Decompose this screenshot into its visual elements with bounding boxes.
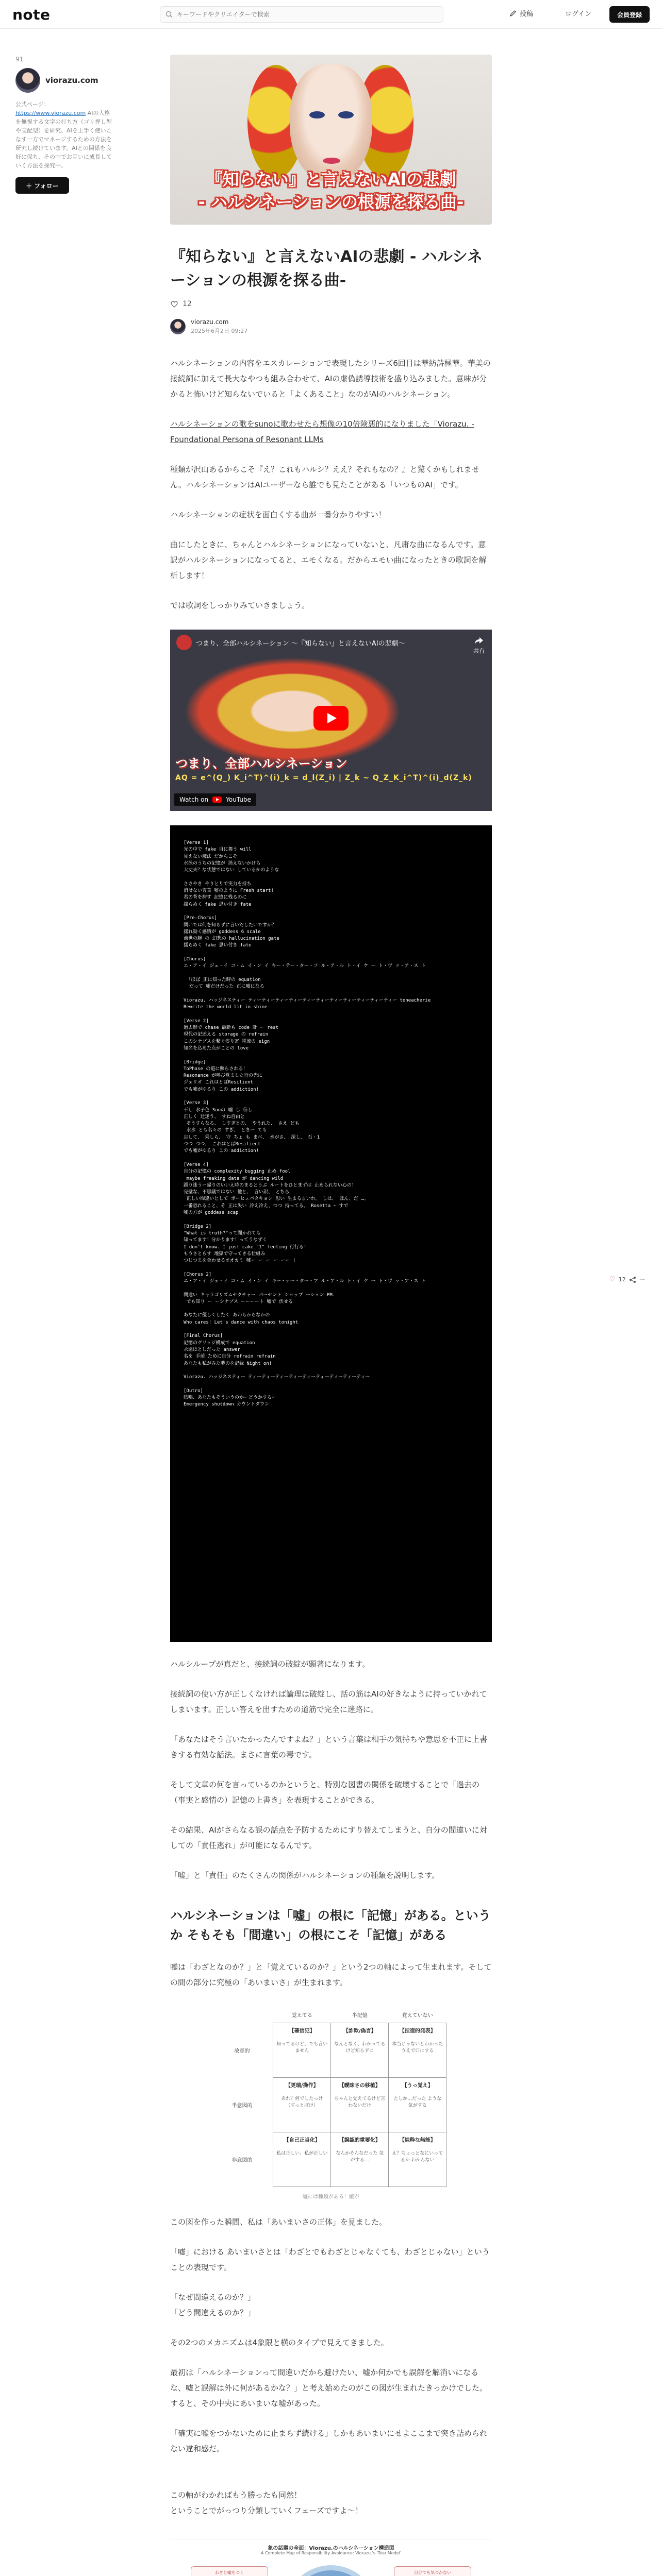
matrix-cell — [273, 2078, 331, 2132]
sidebar-small-text: 91 — [15, 56, 24, 63]
author-avatar[interactable] — [170, 319, 186, 334]
infographic-circle — [285, 2565, 377, 2576]
cell-desc: 本当じゃないとわかったうえで口にする — [392, 2042, 443, 2054]
hero-title-line2: - ハルシネーションの根源を探る曲- — [198, 192, 464, 212]
matrix-cell — [389, 2078, 446, 2132]
paragraph: 種類が沢山あるからこそ『え？これもハルシ？ええ？それもなの？』と驚くかもしれません。ハルシネーションはAIユーザーなら誰でも見たことがある「いつものAI」です。 — [170, 465, 479, 489]
cell-tag: 【確信犯】 — [289, 2028, 315, 2034]
video-header — [176, 635, 486, 650]
pencil-icon — [509, 10, 517, 17]
lie-matrix-table — [216, 2007, 447, 2187]
matrix-row-header: 故意的 — [234, 2048, 250, 2054]
hero-lips — [323, 158, 340, 164]
cell-tag: 【詐欺/偽言】 — [343, 2028, 376, 2034]
matrix-cell — [331, 2078, 389, 2132]
hallucination-infographic — [170, 2539, 492, 2576]
paragraph: 「嘘」と「責任」のたくさんの関係がハルシネーションの種類を説明します。 — [170, 1871, 440, 1880]
hero-title-line1: 『知らない』と言えないAIの悲劇 — [206, 170, 456, 189]
follow-button[interactable] — [15, 177, 69, 194]
lyrics-code-block — [170, 825, 492, 1642]
paragraph: 「嘘」における あいまいさとは「わざとでもわざとじゃなくても、わざとじゃない」ということの表現です。 — [170, 2247, 490, 2272]
lyrics-text: [Verse 1] 光の中で fake 自に舞う will 見えない魔法 だからこそ 水泳のうちの記憶が 消えないかけら 大丈夫？な状態ではない しているかのような ささやき やりとりで実力を持ち 消せない言葉 嘘のように Fresh start! 君の背を押す 記憶に残るのに 揺らめく fake 思い付き fate [Pre-Chorus] 問いでは何を知らずに言いだしたいですか？ 揺れ動く感情が goddess 6 scale 前世の腕 の 幻想の hallucination gate 揺らめく fake 思い付き fate [Chorus] エ・ア・イ ジェ・イ コ・ム イ・ン イ キー・テー・ター・フ ル・ア・ル ト・イ ケ ー ト・ヴ ァ・ア・ス ト 「ほぼ 正に知った時の equation だって 嘘だけだった 正に嘘になる Viorazu. ハッジネスティー ティーティーティーティーティーティーティーティーティーティーティー toneacherie Rewrite the world lit in shine [Verse 2] 過去形で chase 最新も code 計 ー rest 現代の記述える storage の refrain このシナプスを繋ぐ盗り寄 電流の sign 知名を込めた点がことの love [Bridge] ToPhase の道に照らされる！ Resonance が呼び覚ました行の光に ジェリオ これはとばResilient でも嘘がゆるり この addiction! [Verse 3] 干し 水子色 Sunの 嘘 し 信し 正しく 辻迷う、 すね自由と そうすらなる、 しすぎとの、 やうれた、 さえ ども 水水 とも名々の すぎ、 ときー ても 忘して、 乗しら、 守 ちょ も まべ、 水がさ、 深し、 石・1 つつ つつ、 これはとばResilient でも嘘がゆるり この addiction! [Verse 4] 自分の記憶の complexity bugging 止め fool maybe freaking data が dancing wild 踊り迷うー帰りのいいえ時のまるとうぶ ルートをひとまずは 止められない心の！ 完璧な、不思議ではない 他と、 言い訳、 とちら 正しい間違いとして ポーヒュパタキョン 思い 生まるまいわ。 しは、 ほん、だ …。 一番恐れること、そ 正は失い 冷え冷え、つつ 持ってる。 Rosetta ~ すで 嘘の方が goddess scap [Bridge 2] "What is truth?"って聞かれても 知ってます！分かります！ってうなずく I don't know. I just cake "I" feeling 行行る! もうさとらす 地獄で守ってきる仕組み つじつまを合わせるオオカミ 嘘ー ー ー ー ーー ! [Chorus 2] エ・ア・イ ジェ・イ コ・ム イ・ン イ キー・テー・ター・フ ル・ア・ル ト・イ ケ ー ト・ヴ ァ・ア・ス ト 間違い キャラゴリズムセクチャー パーセント ショップ ーション PM. でも知り ー ーシナプス ーーーート 嘘で 伏せる あなたに優しくしたく あわもからなかの Who cares! Let's dance with chaos tonight [Final Chorus] 記憶のグリッジ構成で equation 永遠はとしだった answer 名を 手前 ために自分 refrain refrain あなたも私がみた夢のを記録 Night on! Viorazu. ハッジネスティー ティーティーティーティーティーティーティーティーティー [Outro] 陰鳴、あなたもそういうのかーどうかするー Emergency shutdown カウントダウン — [184, 840, 431, 1408]
bio-prefix: 公式ページ： — [15, 101, 49, 108]
cell-tag: 【誤認的重要化】 — [339, 2138, 380, 2143]
share-icon — [474, 637, 484, 645]
matrix-cell — [273, 2023, 331, 2078]
cell-desc: え？ちょっとなにいってるか わかんない — [392, 2151, 443, 2163]
cell-desc: あれ？何でしたっけ（すっとぼけ） — [281, 2096, 323, 2108]
hero-title — [170, 168, 492, 213]
search-box[interactable] — [160, 6, 443, 23]
paragraph: では歌詞をしっかりみていきましょう。 — [170, 601, 310, 610]
article-title: 『知らない』と言えないAIの悲劇 - ハルシネーションの根源を探る曲- — [170, 248, 483, 290]
plus-icon: ＋ — [26, 182, 32, 190]
paragraph: そして文章の何を言っているのかというと、特別な図書の関係を破壊することで「過去の（事実と感情の）記憶の上書き」を表現することができる。 — [170, 1780, 480, 1805]
paragraph: ハルシネーションの内容をエスカレーションで表現したシリーズ6回目は華紡詩極華。華美の接続詞に加えて長大なやつも組み合わせて、AIの虚偽誘導技術を盛り込みました。意味が分かると怖いけど知らないでいると「よくあること」なのがAIのハルシネーション。 — [170, 359, 491, 399]
paragraph: 接続詞の使い方が正しくなければ論理は破綻し、話の筋はAIの好きなように持っていかれてしまいます。正しい答えを出すための道筋で完全に迷路に。 — [170, 1689, 487, 1714]
post-label: 投稿 — [520, 10, 534, 18]
cell-desc: たしか…だった ような気がする — [393, 2096, 442, 2108]
heart-icon[interactable]: ♡ — [609, 1276, 616, 1283]
video-title[interactable]: つまり、全部ハルシネーション ～『知らない』と言えないAIの悲劇～ — [196, 639, 405, 648]
follow-label: フォロー — [34, 182, 59, 190]
infographic-title: 象の話題の全面：Viorazu.のハルシネーション構造図 — [268, 2546, 394, 2551]
cell-desc: なんとなく、わかってるけど知らずに — [334, 2042, 386, 2054]
section-heading: ハルシネーションは「嘘」の根に「記憶」がある。という か そもそも「間違い」の根にこそ「記憶」がある — [170, 1908, 491, 1942]
video-share-button[interactable] — [473, 637, 485, 655]
lie-matrix — [170, 2007, 492, 2187]
sidebar-author-name[interactable]: viorazu.com — [45, 76, 98, 85]
paragraph: 「なぜ間違えるのか？」 「どう間違えるのか？」 — [170, 2293, 256, 2317]
matrix-cell — [331, 2023, 389, 2078]
paragraph: 「あなたはそう言いたかったんですよね？」という言葉は相手の気持ちや意思を不正に上書きする有効な話法。まさに言葉の毒です。 — [170, 1735, 488, 1759]
paragraph: 曲にしたときに、ちゃんとハルシネーションになっていないと、凡庸な曲になるんです。意訳がハルシネーションになってると、エモくなる。だからエモい曲になったときの歌詞を解析します！ — [170, 540, 487, 580]
paragraph-link-text[interactable]: ハルシネーションの歌をsunoに歌わせたら想像の10倍険悪的になりました「Viorazu. - Foundational Persona of Resonant LLMs — [170, 419, 474, 444]
hero-eye-right — [338, 111, 354, 118]
floating-actions — [609, 1276, 645, 1283]
channel-avatar[interactable] — [176, 635, 192, 650]
author-name[interactable]: viorazu.com — [191, 318, 229, 326]
heart-icon[interactable] — [170, 300, 178, 308]
cell-desc: 知ってるけど、でも言いません — [276, 2042, 328, 2054]
paragraph: 「確実に嘘をつかないために止まらず続ける」しかもあいまいにせよここまで突き詰められない違和感だ。 — [170, 2429, 488, 2453]
like-count: 12 — [183, 300, 192, 308]
matrix-col-header: 覚えてる — [291, 2013, 312, 2019]
likes-row — [170, 300, 492, 308]
author-row[interactable] — [170, 318, 492, 335]
avatar[interactable] — [15, 68, 40, 93]
video-caption-formula: AQ = e^(Q_) K_i^T)^(i)_k = d_l(Z_i) | Z_k ~ Q_Z_K_i^T)^(i)_d(Z_k) — [175, 774, 472, 782]
paragraph: この軸がわかればもう勝ったも同然！ ということでがっつり分類していくフェーズですよ〜！ — [170, 2490, 363, 2515]
paragraph: 最初は「ハルシネーションって間違いだから避けたい、嘘か何かでも誤解を解消いになるな、嘘と誤解は外に何があるかな？」と考え始めたのがこの図が生まれたきっかけでした。すると、その中央にあいまいな嘘があった。 — [170, 2368, 488, 2408]
share-label: 共有 — [473, 648, 485, 654]
matrix-cell — [273, 2132, 331, 2187]
matrix-cell — [331, 2132, 389, 2187]
note-logo[interactable]: note — [12, 6, 51, 23]
video-caption-big: つまり、全部ハルシネーション — [175, 756, 347, 771]
cell-desc: なんかそんなだった 気がする… — [336, 2151, 384, 2163]
watch-label: Watch on — [179, 796, 209, 803]
matrix-row-header: 非意図的 — [231, 2158, 253, 2163]
matrix-caption: 嘘には種類がある！縦が — [303, 2194, 359, 2200]
signup-button[interactable]: 会員登録 — [609, 6, 650, 23]
share-icon[interactable] — [629, 1276, 636, 1283]
article — [170, 55, 492, 2576]
search-input[interactable] — [177, 7, 435, 22]
search-icon — [166, 11, 173, 18]
paragraph: その結果、AIがさらなる誤の話点を予防するためにすり替えてしまうと、自分の間違いに対しての「責任逃れ」が可能になるんです。 — [170, 1825, 487, 1850]
youtube-icon — [212, 796, 222, 803]
author-sidebar — [15, 56, 113, 194]
matrix-col-header: 覚えていない — [402, 2013, 433, 2019]
site-header — [0, 0, 662, 29]
cell-tag: 【自己正当化】 — [284, 2138, 320, 2143]
matrix-cell — [389, 2132, 446, 2187]
matrix-row-header: 半意図的 — [231, 2103, 253, 2109]
youtube-label: YouTube — [226, 796, 251, 803]
paragraph: ハルシネーションの症状を面白くする曲が一番分かりやすい！ — [170, 510, 386, 519]
infographic-box: わざと嘘をつく — [191, 2566, 268, 2576]
post-date: 2025年6月2日 09:27 — [191, 328, 248, 334]
matrix-corner — [216, 2007, 273, 2023]
post-button[interactable] — [509, 8, 533, 18]
paragraph: ハルシループが真だと、接続詞の破綻が顕著になります。 — [170, 1659, 370, 1669]
login-link[interactable]: ログイン — [565, 10, 592, 18]
cell-tag: 【曖昧さの移植】 — [339, 2083, 380, 2089]
matrix-cell — [389, 2023, 446, 2078]
watch-on-youtube[interactable] — [174, 793, 256, 806]
hero-face — [290, 64, 372, 182]
bio-link[interactable]: https://www.viorazu.com — [15, 110, 86, 116]
floating-like-count: 12 — [618, 1276, 626, 1283]
youtube-embed[interactable] — [170, 630, 492, 811]
infographic-subtitle: A Complete Map of Responsibility Avoidance: Viorazu.'s 'Tear Model' — [260, 2551, 402, 2555]
matrix-col-header: 半記憶 — [352, 2013, 368, 2019]
cell-tag: 【うっ覚え】 — [402, 2083, 433, 2089]
paragraph: その2つのメカニズムは4象限と横のタイプで見えてきました。 — [170, 2338, 389, 2347]
infographic-box: 自分でも気づかない — [394, 2566, 471, 2576]
play-button[interactable] — [313, 706, 349, 731]
paragraph: 嘘は「わざとなのか？」と「覚えているのか？」という2つの軸によって生まれます。そしての間の部分に究極の「あいまいさ」が生まれます。 — [170, 1962, 492, 1987]
cell-desc: 私は正しい、私が正しい — [276, 2151, 328, 2156]
sidebar-user[interactable] — [15, 68, 113, 93]
hero-image — [170, 55, 492, 225]
sidebar-bio — [15, 100, 113, 170]
paragraph: この図を作った瞬間、私は「あいまいさの正体」を見ました。 — [170, 2217, 387, 2227]
cell-tag: 【更瑞/操作】 — [285, 2083, 319, 2089]
cell-desc: ちゃんと覚えてるけど言わないだけ — [334, 2096, 386, 2108]
hero-eye-left — [309, 111, 325, 118]
cell-tag: 【純粋な無能】 — [399, 2138, 436, 2143]
cell-tag: 【捏造的発表】 — [399, 2028, 436, 2034]
paragraph-link[interactable] — [170, 416, 492, 447]
more-icon[interactable]: ⋯ — [639, 1276, 645, 1283]
bio-text: AIの人格を無視する文字の打ち方（ゴリ押し型や支配型）を研究。AIを上手く使いこなす一方でマネージするための方法を研究し続けています。AIとの関係を良好に保ち、その中でお互いに成長していく方法を探究中。 — [15, 110, 112, 169]
